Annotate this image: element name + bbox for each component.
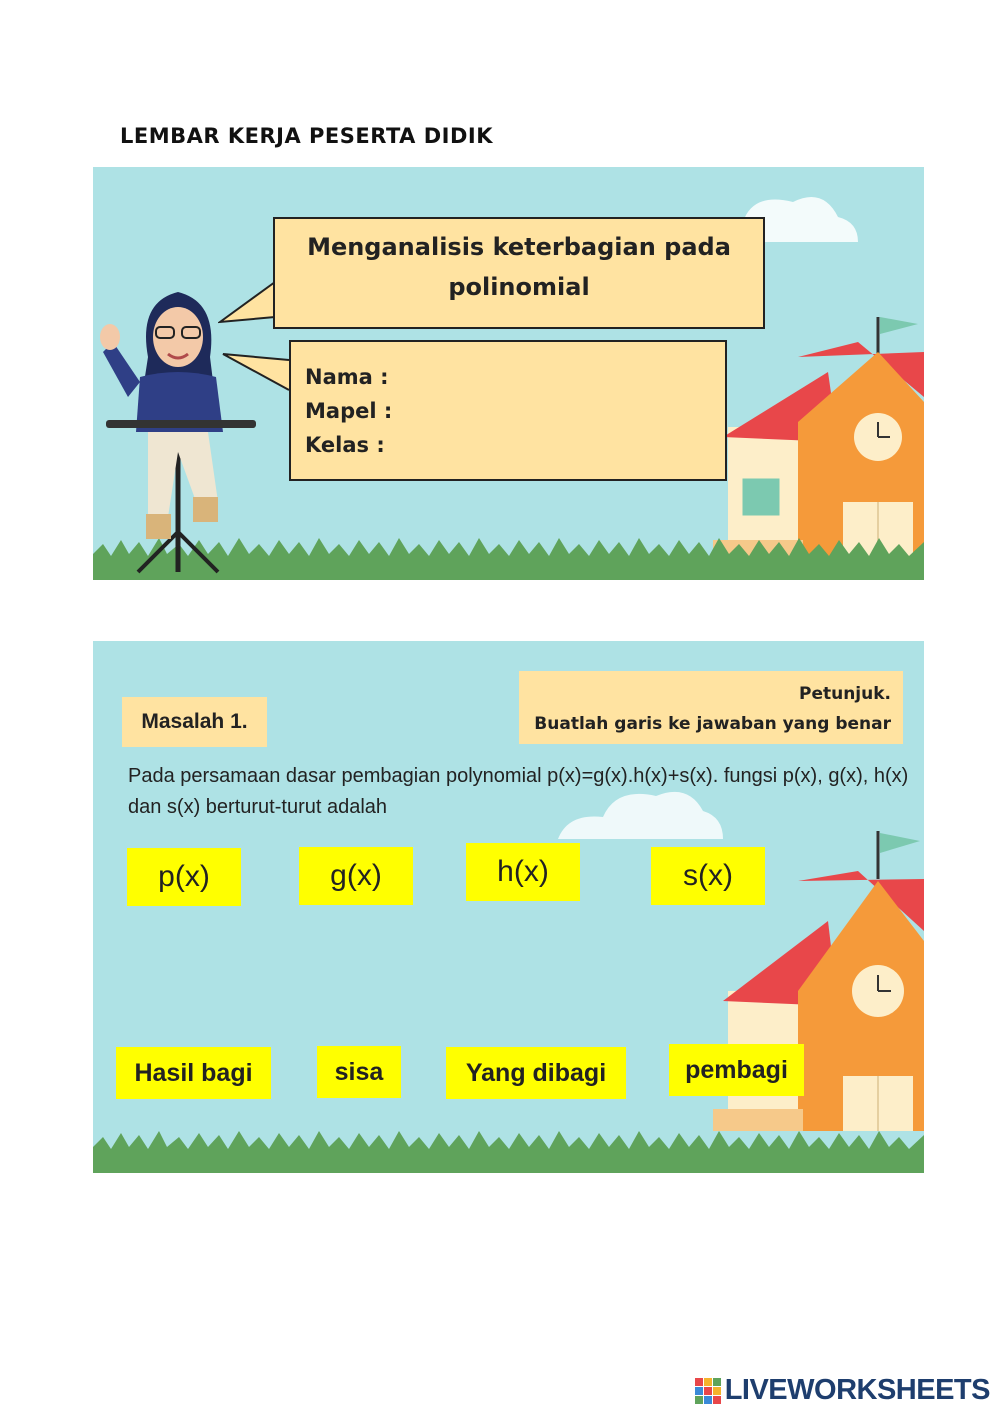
term-chip-sx[interactable]: s(x) — [651, 847, 765, 905]
answer-chip-hasil-bagi[interactable]: Hasil bagi — [116, 1047, 271, 1099]
answer-chip-sisa[interactable]: sisa — [317, 1046, 401, 1098]
liveworksheets-watermark — [695, 1374, 990, 1407]
identity-form-bubble — [289, 340, 727, 481]
problem-label: Masalah 1. — [122, 697, 267, 747]
liveworksheets-logo-icon — [695, 1378, 721, 1404]
activity-panel — [93, 641, 924, 1173]
watermark-text: LIVEWORKSHEETS — [724, 1374, 990, 1406]
title-bubble — [273, 217, 765, 329]
instructions-text: Buatlah garis ke jawaban yang benar — [534, 714, 891, 734]
instructions-box — [519, 671, 903, 744]
bubble-pointer — [218, 262, 278, 332]
answer-chip-pembagi[interactable]: pembagi — [669, 1044, 804, 1096]
bubble-pointer — [221, 350, 291, 410]
cover-panel — [93, 167, 924, 580]
school-illustration — [708, 312, 924, 562]
nama-field-label[interactable]: Nama : — [305, 365, 389, 389]
term-chip-gx[interactable]: g(x) — [299, 847, 413, 905]
page-heading: LEMBAR KERJA PESERTA DIDIK — [120, 124, 493, 148]
instructions-title: Petunjuk. — [798, 684, 891, 704]
worksheet-title: Menganalisis keterbagian pada polinomial — [307, 233, 731, 301]
kelas-field-label[interactable]: Kelas : — [305, 433, 385, 457]
term-chip-px[interactable]: p(x) — [127, 848, 241, 906]
answer-chip-yang-dibagi[interactable]: Yang dibagi — [446, 1047, 626, 1099]
mapel-field-label[interactable]: Mapel : — [305, 399, 393, 423]
grass-border — [93, 1127, 924, 1173]
question-text: Pada persamaan dasar pembagian polynomial p(x)=g(x).h(x)+s(x). fungsi p(x), g(x), h(x) dan s(x) berturut-turut adalah — [128, 765, 909, 818]
term-chip-hx[interactable]: h(x) — [466, 843, 580, 901]
